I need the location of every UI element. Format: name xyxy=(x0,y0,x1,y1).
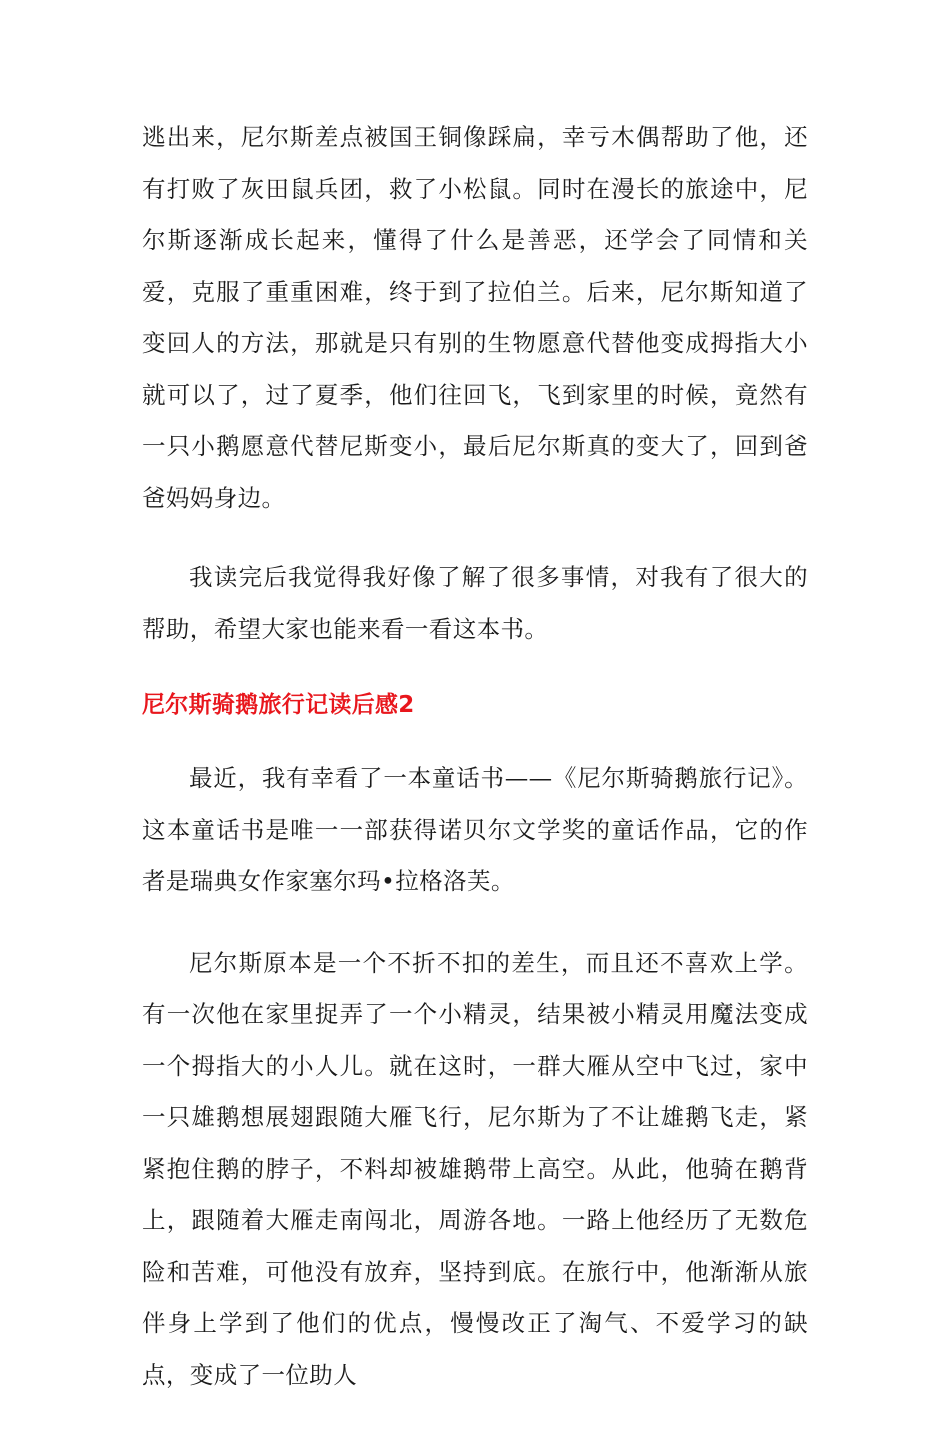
paragraph-conclusion: 我读完后我觉得我好像了解了很多事情，对我有了很大的帮助，希望大家也能来看一看这本书。 xyxy=(142,563,808,643)
paragraph-story: 尼尔斯原本是一个不折不扣的差生，而且还不喜欢上学。有一次他在家里捉弄了一个小精灵，结果被小精灵用魔法变成一个拇指大的小人儿。就在这时，一群大雁从空中飞过，家中一只雄鹅想展翅跟随大雁飞行，尼尔斯为了不让雄鹅飞走，紧紧抱住鹅的脖子，不料却被雄鹅带上高空。从此，他骑在鹅背上，跟随着大雁走南闯北，周游各地。一路上他经历了无数危险和苦难，可他没有放弃，坚持到底。在旅行中，他渐渐从旅伴身上学到了他们的优点，慢慢改正了淘气、不爱学习的缺点，变成了一位助人 xyxy=(142,948,808,1389)
document-body xyxy=(142,112,808,1431)
paragraph-continuation: 逃出来，尼尔斯差点被国王铜像踩扁，幸亏木偶帮助了他，还有打败了灰田鼠兵团，救了小松鼠。同时在漫长的旅途中，尼尔斯逐渐成长起来，懂得了什么是善恶，还学会了同情和关爱，克服了重重困难，终于到了拉伯兰。后来，尼尔斯知道了变回人的方法，那就是只有别的生物愿意代替他变成拇指大小就可以了，过了夏季，他们往回飞，飞到家里的时候，竟然有一只小鹅愿意代替尼斯变小，最后尼尔斯真的变大了，回到爸爸妈妈身边。 xyxy=(142,123,808,512)
paragraph-intro: 最近，我有幸看了一本童话书——《尼尔斯骑鹅旅行记》。这本童话书是唯一一部获得诺贝尔文学奖的童话作品，它的作者是瑞典女作家塞尔玛•拉格洛芙。 xyxy=(142,764,808,895)
section-title: 尼尔斯骑鹅旅行记读后感2 xyxy=(142,692,415,718)
